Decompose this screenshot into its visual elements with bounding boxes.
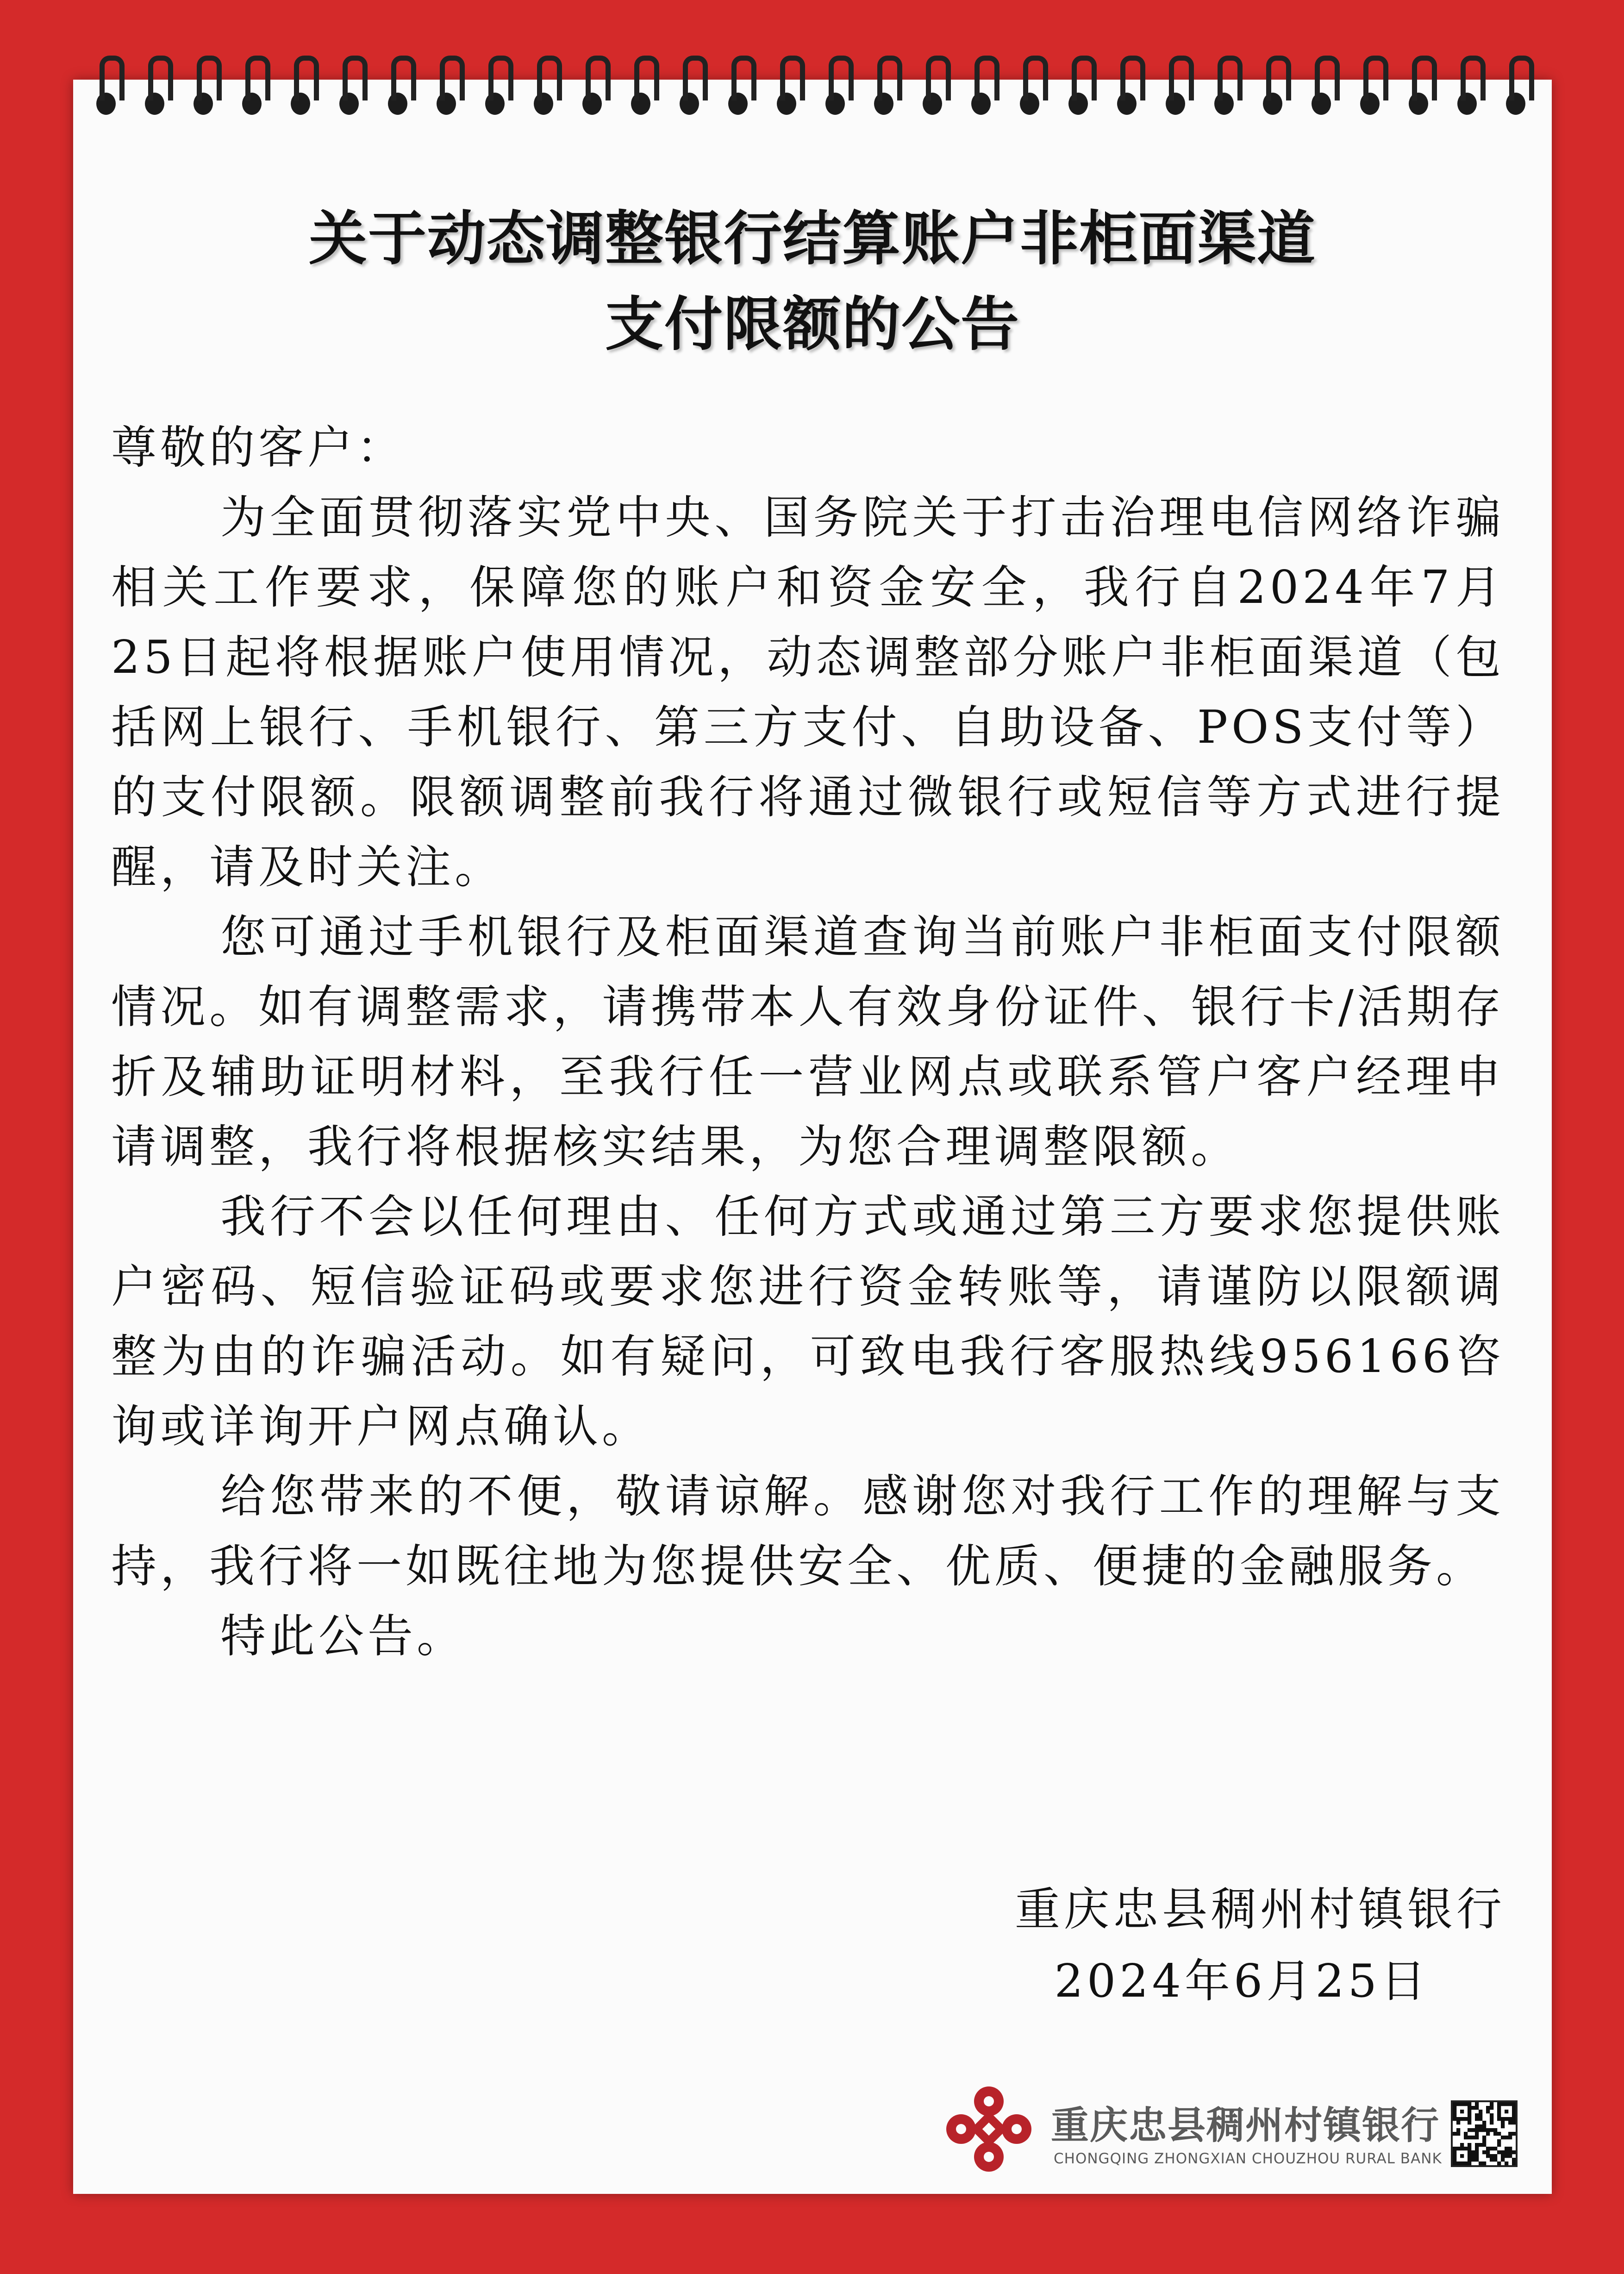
binder-ring (629, 56, 656, 120)
notice-title-line1: 关于动态调整银行结算账户非柜面渠道 (309, 205, 1316, 273)
paragraph: 给您带来的不便，敬请谅解。感谢您对我行工作的理解与支持，我行将一如既往地为您提供安全、优质、便捷的金融服务。 (111, 1470, 1505, 1593)
binder-ring (1455, 56, 1483, 120)
binder-ring (775, 56, 802, 120)
binder-ring (240, 56, 268, 120)
binder-ring (1212, 56, 1240, 120)
binder-ring (288, 56, 316, 120)
bank-logo-icon (943, 2084, 1034, 2174)
binder-ring (434, 56, 462, 120)
binder-ring (1406, 56, 1434, 120)
binder-ring (386, 56, 413, 120)
binder-ring (823, 56, 851, 120)
binder-ring (1309, 56, 1337, 120)
paragraph: 为全面贯彻落实党中央、国务院关于打击治理电信网络诈骗相关工作要求，保障您的账户和资金安全，我行自2024年7月25日起将根据账户使用情况，动态调整部分账户非柜面渠道（包括网上银行、手机银行、第三方支付、自助设备、POS支付等）的支付限额。限额调整前我行将通过微银行或短信等方式进行提醒，请及时关注。 (111, 491, 1505, 894)
binder-ring (580, 56, 608, 120)
binder-rings (73, 56, 1552, 125)
binder-ring (677, 56, 705, 120)
binder-ring (1504, 56, 1531, 120)
binder-ring (1115, 56, 1143, 120)
paragraph: 特此公告。 (220, 1610, 466, 1663)
notice-title-line2: 支付限额的公告 (605, 290, 1020, 358)
binder-ring (1261, 56, 1288, 120)
binder-ring (1358, 56, 1386, 120)
signature-bank: 重庆忠县稠州村镇银行 (1014, 1883, 1505, 1936)
binder-ring (1066, 56, 1094, 120)
binder-ring (1018, 56, 1045, 120)
binder-ring (969, 56, 997, 120)
binder-ring (337, 56, 365, 120)
binder-ring (483, 56, 511, 120)
binder-ring (872, 56, 899, 120)
binder-ring (920, 56, 948, 120)
footer-bank-name: 重庆忠县稠州村镇银行 (1051, 2104, 1440, 2148)
qr-code-icon (1451, 2100, 1518, 2167)
salutation: 尊敬的客户： (111, 421, 406, 474)
paragraph: 您可通过手机银行及柜面渠道查询当前账户非柜面支付限额情况。如有调整需求，请携带本人有效身份证件、银行卡/活期存折及辅助证明材料，至我行任一营业网点或联系管户客户经理申请调整，我行将根据核实结果，为您合理调整限额。 (111, 911, 1505, 1173)
notice-body (111, 413, 1505, 1672)
paragraph: 我行不会以任何理由、任何方式或通过第三方要求您提供账户密码、短信验证码或要求您进行资金转账等，请谨防以限额调整为由的诈骗活动。如有疑问，可致电我行客服热线956166咨询或详询开户网点确认。 (111, 1190, 1505, 1453)
signature-date: 2024年6月25日 (1054, 1955, 1430, 2008)
footer-bank-name-en: CHONGQING ZHONGXIAN CHOUZHOU RURAL BANK (1054, 2150, 1442, 2167)
binder-ring (531, 56, 559, 120)
binder-ring (191, 56, 219, 120)
binder-ring (94, 56, 122, 120)
binder-ring (1163, 56, 1191, 120)
binder-ring (726, 56, 754, 120)
binder-ring (143, 56, 170, 120)
